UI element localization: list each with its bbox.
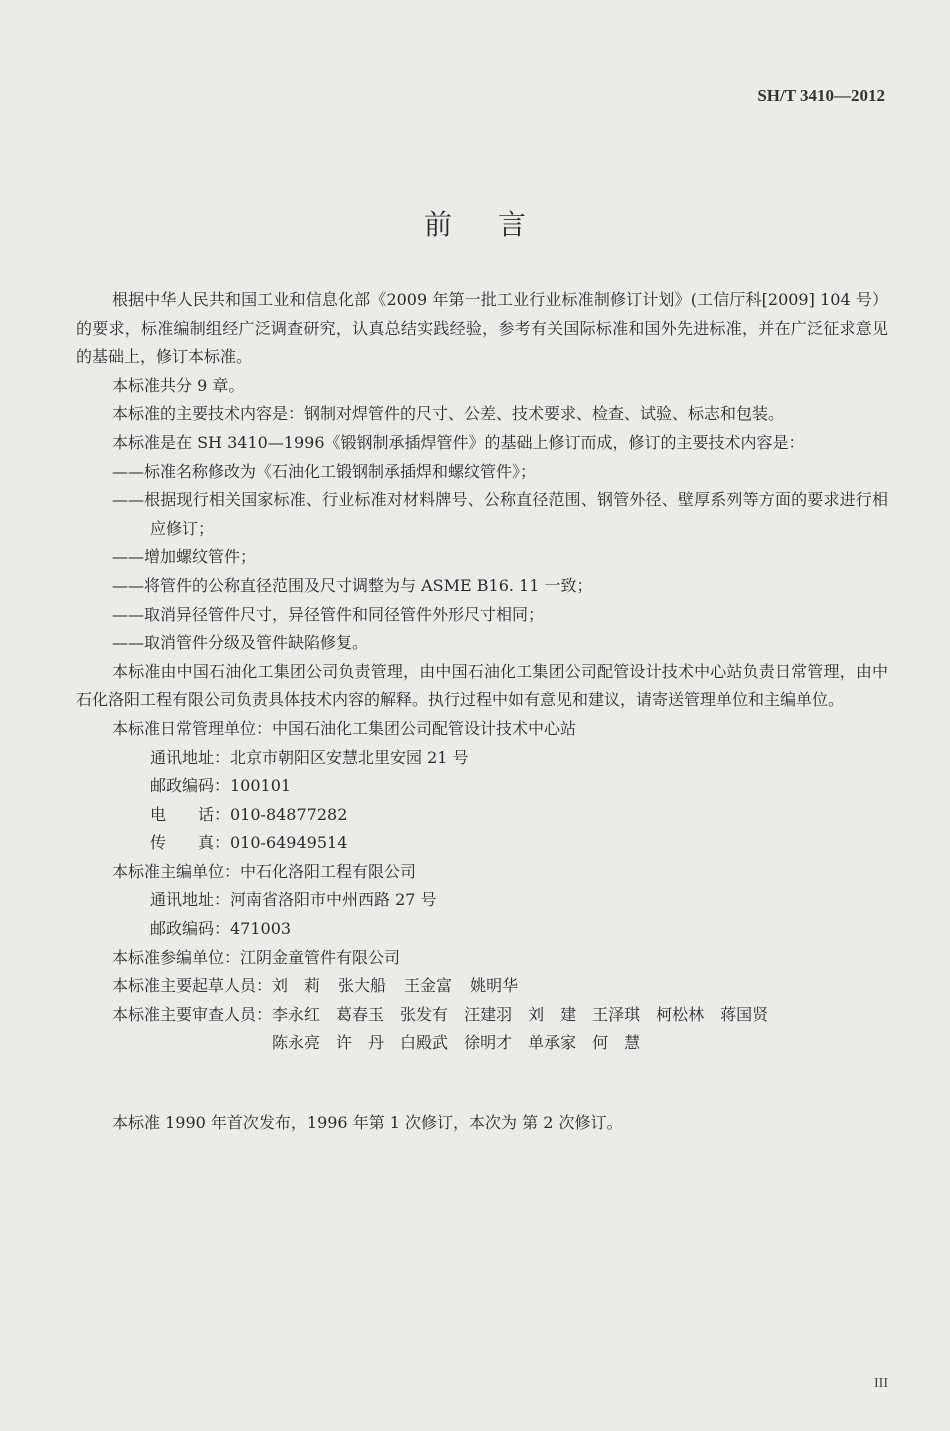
reviewer-name: 何 慧 [592, 1033, 641, 1053]
chief-unit: 本标准主编单位：中石化洛阳工程有限公司 [112, 861, 417, 881]
revision-intro: 本标准是在 SH 3410—1996《锻钢制承插焊管件》的基础上修订而成，修订的主要技术内容是： [112, 432, 805, 452]
reviewer-name: 葛春玉 [336, 1004, 385, 1024]
drafter-name: 张大船 [338, 976, 387, 996]
revision-item: ——根据现行相关国家标准、行业标准对材料牌号、公称直径范围、钢管外径、壁厚系列等方面的要求进行相应修订； [112, 490, 888, 538]
participating-unit: 本标准参编单位：江阴金童管件有限公司 [112, 947, 401, 967]
reviewer-name: 许 丹 [336, 1033, 385, 1053]
drafters-names [272, 972, 518, 1001]
drafters-label: 本标准主要起草人员： [112, 976, 273, 996]
reviewer-name: 陈永亮 [272, 1033, 321, 1053]
drafters-row [76, 972, 888, 1001]
revision-item: ——增加螺纹管件； [112, 547, 257, 567]
page-number: III [874, 1376, 888, 1391]
reviewer-name: 单承家 [528, 1033, 577, 1053]
reviewers-row [76, 1001, 888, 1058]
daily-unit: 本标准日常管理单位：中国石油化工集团公司配管设计技术中心站 [112, 718, 577, 738]
foreword-body [76, 286, 888, 1058]
standard-number: SH/T 3410—2012 [757, 86, 885, 105]
management-paragraph: 本标准由中国石油化工集团公司负责管理，由中国石油化工集团公司配管设计技术中心站负责日常管理，由中石化洛阳工程有限公司负责具体技术内容的解释。执行过程中如有意见和建议，请寄送管理单位和主编单位。 [76, 661, 888, 710]
drafter-name: 王金富 [404, 976, 453, 996]
reviewers-names [272, 1001, 768, 1058]
publication-history: 本标准 1990 年首次发布，1996 年第 1 次修订，本次为 第 2 次修订。 [112, 1113, 623, 1132]
reviewer-name: 柯松林 [656, 1004, 705, 1024]
chapter-count: 本标准共分 9 章。 [112, 375, 245, 395]
drafter-name: 姚明华 [470, 976, 519, 996]
revision-item: ——取消管件分级及管件缺陷修复。 [112, 633, 369, 653]
drafter-name: 刘 莉 [272, 976, 321, 996]
reviewer-name: 白殿武 [400, 1033, 449, 1053]
revision-item: ——标准名称修改为《石油化工锻钢制承插焊和螺纹管件》； [112, 461, 537, 481]
reviewer-name: 刘 建 [528, 1004, 577, 1024]
daily-unit-phone: 电 话：010-84877282 [150, 804, 348, 824]
intro-paragraph: 根据中华人民共和国工业和信息化部《2009 年第一批工业行业标准制修订计划》(工信厅科[2009] 104 号）的要求，标准编制组经广泛调查研究，认真总结实践经验，参考有关国际标准和国外先进标准，并在广泛征求意见的基础上，修订本标准。 [76, 290, 888, 367]
revision-item: ——将管件的公称直径范围及尺寸调整为与 ASME B16. 11 一致； [112, 575, 593, 595]
daily-unit-fax: 传 真：010-64949514 [150, 833, 348, 853]
reviewer-name: 徐明才 [464, 1033, 513, 1053]
main-content: 本标准的主要技术内容是：钢制对焊管件的尺寸、公差、技术要求、检查、试验、标志和包装。 [112, 404, 785, 424]
reviewers-label: 本标准主要审查人员： [112, 1004, 273, 1024]
chief-unit-address: 通讯地址：河南省洛阳市中州西路 27 号 [150, 890, 437, 910]
reviewer-name: 王泽琪 [592, 1004, 641, 1024]
revision-item: ——取消异径管件尺寸，异径管件和同径管件外形尺寸相同； [112, 604, 545, 624]
page-title: 前言 [423, 208, 572, 241]
reviewer-name: 汪建羽 [464, 1004, 513, 1024]
daily-unit-address: 通讯地址：北京市朝阳区安慧北里安园 21 号 [150, 747, 469, 767]
reviewer-name: 李永红 [272, 1004, 321, 1024]
reviewer-name: 蒋国贤 [720, 1004, 769, 1024]
daily-unit-postcode: 邮政编码：100101 [150, 776, 292, 796]
chief-unit-postcode: 邮政编码：471003 [150, 919, 292, 939]
reviewer-name: 张发有 [400, 1004, 449, 1024]
